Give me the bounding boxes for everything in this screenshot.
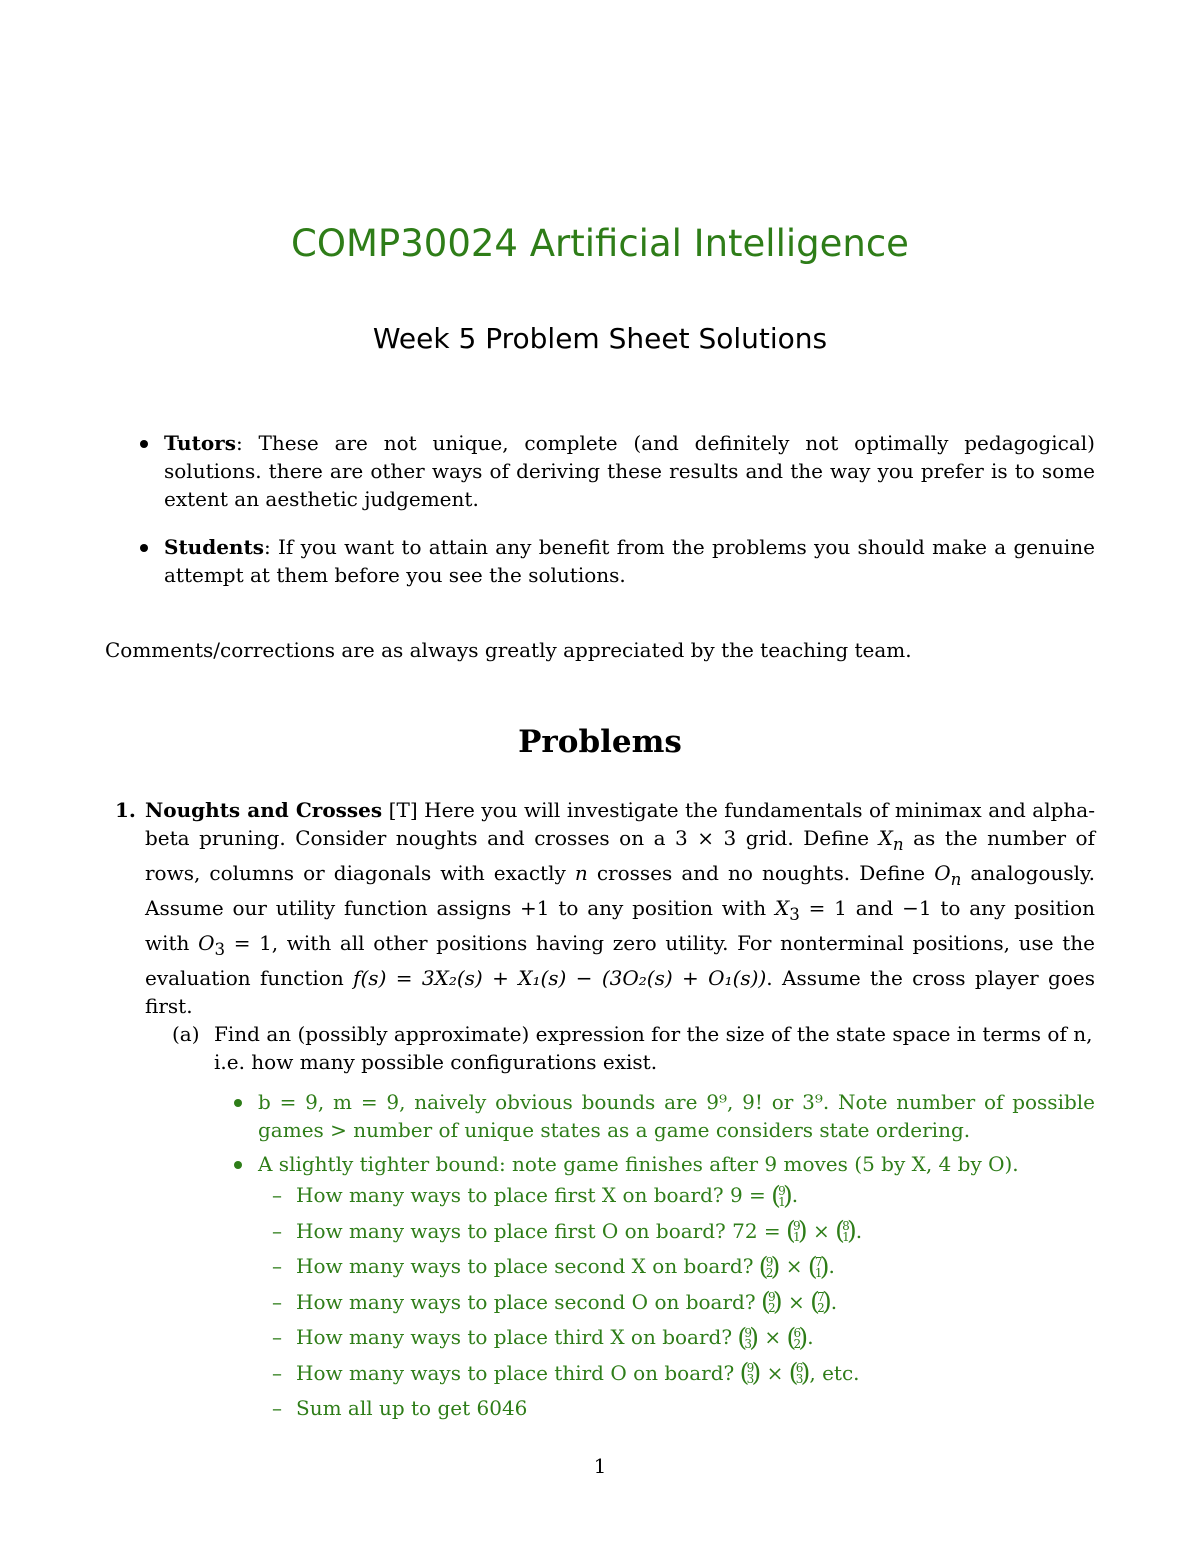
math-var: n (574, 861, 588, 885)
note-label: Tutors (164, 431, 236, 455)
part-label: (a) (172, 1022, 200, 1046)
math-var: O (934, 861, 951, 885)
step-text: How many ways to place first X on board? 9 = (296, 1183, 773, 1207)
problem-1 (115, 796, 1095, 1020)
solution-bullet (234, 1088, 1095, 1144)
steps-list (272, 1178, 1095, 1427)
problem-text: = 1 and −1 to any position with (145, 896, 1096, 955)
math-sub: n (892, 835, 904, 854)
note-label: Students (164, 535, 264, 559)
math-sub: n (950, 870, 962, 889)
bullet-icon (234, 1099, 242, 1107)
step-item: – How many ways to place first X on board? 9 = ( 9 1 ) . (272, 1178, 1095, 1214)
step-item: – How many ways to place third X on board? ( 9 3 ) × ( 6 2 ) . (272, 1320, 1095, 1356)
times-sign: × (785, 1254, 803, 1278)
solution-text: b = 9, m = 9, naively obvious bounds are 9⁹, 9! or 3⁹. Note number of possible games > number of unique states as a game considers state ordering. (258, 1090, 1095, 1142)
note-students (140, 533, 1095, 589)
times-sign: × (813, 1218, 830, 1243)
binomial: ( 9 3 ) (741, 1363, 761, 1385)
step-text: How many ways to place second X on board? (296, 1254, 760, 1278)
note-tutors (140, 429, 1095, 513)
solution-list (234, 1088, 1095, 1178)
bullet-icon (140, 544, 148, 552)
bullet-icon (140, 440, 148, 448)
problem-tag: [T] (388, 798, 418, 822)
page-number: 1 (593, 1454, 607, 1478)
problem-number: 1. (115, 798, 136, 822)
etc-text: , etc. (809, 1360, 860, 1385)
step-text: Sum all up to get 6046 (296, 1396, 528, 1420)
document-subtitle: Week 5 Problem Sheet Solutions (372, 322, 828, 355)
comments-line: Comments/corrections are as always greatly appreciated by the teaching team. (105, 638, 912, 662)
binomial: ( 9 3 ) (738, 1328, 758, 1350)
section-title: Problems (518, 724, 682, 760)
bullet-icon (234, 1161, 242, 1169)
step-item: – How many ways to place first O on board? 72 = ( 9 1 ) × ( 8 1 ) . (272, 1214, 1095, 1250)
step-item: – How many ways to place third O on board? ( 9 3 ) × ( 6 3 ) , etc. (272, 1356, 1095, 1392)
eval-function: f(s) = 3X₂(s) + X₁(s) − (3O₂(s) + O₁(s)) (353, 966, 767, 990)
problem-text: analogously. Assume our utility function assigns +1 to any position with (145, 861, 1095, 920)
math-var: O (198, 931, 215, 955)
part-a (172, 1020, 1095, 1076)
math-var: X (774, 896, 790, 920)
binomial: ( 6 2 ) (788, 1328, 808, 1350)
step-item: – How many ways to place second O on board? ( 9 2 ) × ( 7 2 ) . (272, 1285, 1095, 1321)
problem-text: Here you will investigate the fundamentals of minimax and alpha-beta pruning. Consider noughts and crosses on a 3 × 3 grid. Define (145, 798, 1095, 850)
problem-text: as the number of rows, columns or diagonals with exactly (145, 826, 1095, 885)
times-sign: × (766, 1360, 784, 1385)
binomial: ( 9 2 ) (760, 1257, 780, 1279)
notes-list (140, 429, 1095, 589)
solution-bullet (234, 1150, 1095, 1178)
binomial: ( 6 3 ) (790, 1363, 810, 1385)
step-item: – Sum all up to get 6046 (272, 1396, 528, 1420)
math-var: X (878, 826, 893, 850)
step-item: – How many ways to place second X on board? ( 9 2 ) × ( 7 1 ) . (272, 1249, 1095, 1285)
binomial: ( 9 2 ) (762, 1292, 782, 1314)
math-sub: 3 (789, 905, 800, 924)
problem-title: Noughts and Crosses (145, 798, 383, 822)
times-sign: × (764, 1325, 782, 1349)
note-text: : If you want to attain any benefit from the problems you should make a genuine attempt at them before you see the solutions. (164, 535, 1095, 587)
math-sub: 3 (214, 940, 226, 959)
step-text: How many ways to place third O on board? (296, 1360, 741, 1385)
solution-text: A slightly tighter bound: note game finishes after 9 moves (5 by X, 4 by O). (258, 1152, 1019, 1176)
problem-text: crosses and no noughts. Define (587, 861, 935, 885)
times-sign: × (787, 1289, 805, 1314)
binomial: ( 7 2 ) (811, 1292, 831, 1314)
step-text: How many ways to place first O on board? 72 = (296, 1218, 788, 1243)
binomial: ( 8 1 ) (836, 1221, 856, 1243)
step-text: How many ways to place second O on board? (296, 1289, 762, 1314)
part-question: Find an (possibly approximate) expression for the size of the state space in terms of n, i.e. how many possible configurations exist. (214, 1022, 1093, 1074)
problem-text: . Assume the cross player goes first. (145, 966, 1095, 1018)
binomial: ( 9 1 ) (772, 1186, 792, 1208)
document-title: COMP30024 Artificial Intelligence (291, 222, 909, 265)
binomial: ( 9 1 ) (787, 1221, 807, 1243)
binomial: ( 7 1 ) (809, 1257, 829, 1279)
problem-text: = 1, with all other positions having zero utility. For nonterminal positions, use the evaluation function (145, 931, 1095, 990)
note-text: : These are not unique, complete (and definitely not optimally pedagogical) solutions. there are other ways of deriving these results and the way you prefer is to some extent an aesthetic judgement. (164, 431, 1095, 511)
step-text: How many ways to place third X on board? (296, 1325, 739, 1349)
